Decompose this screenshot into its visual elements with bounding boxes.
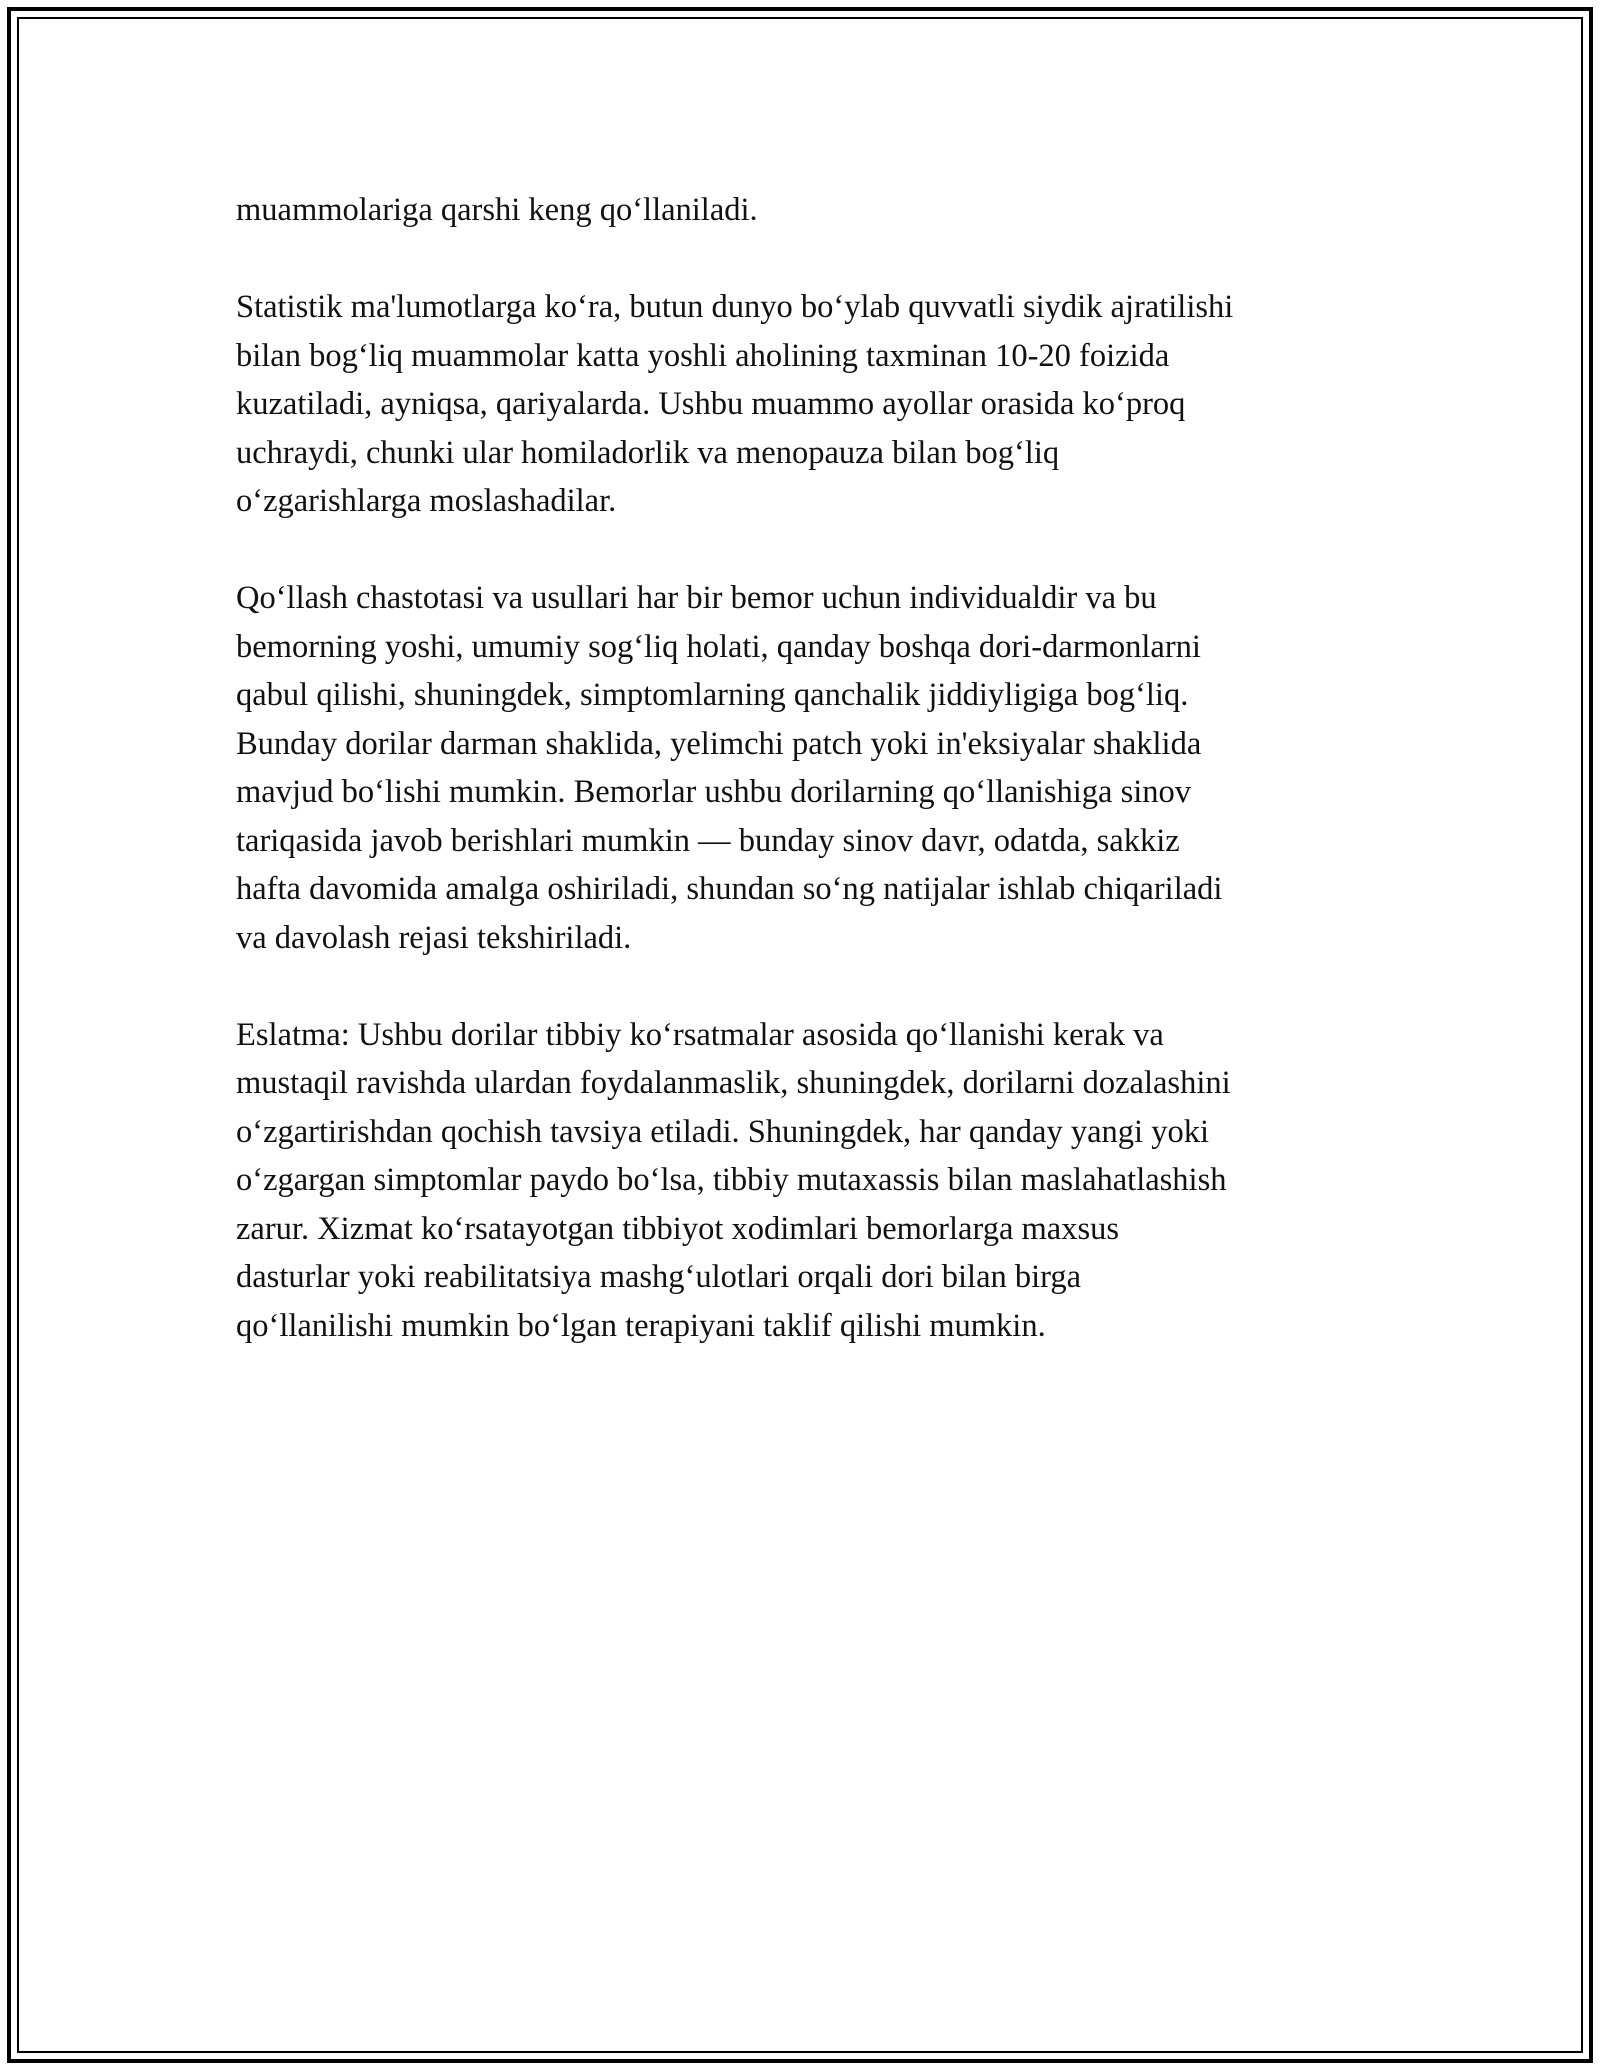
text-line: qo‘llanilishi mumkin bo‘lgan terapiyani taklif qilishi mumkin.: [236, 1307, 1046, 1344]
text-line: kuzatiladi, ayniqsa, qariyalarda. Ushbu muammo ayollar orasida ko‘proq: [236, 386, 1186, 422]
paragraph-continuation: [236, 186, 1376, 235]
text-line: Bunday dorilar darman shaklida, yelimchi patch yoki in'eksiyalar shaklida: [236, 725, 1202, 762]
text-line: mustaqil ravishda ulardan foydalanmaslik, shuningdek, dorilarni dozalashini: [236, 1065, 1231, 1101]
text-line: bemorning yoshi, umumiy sog‘liq holati, qanday boshqa dori-darmonlarni: [236, 628, 1201, 665]
text-line: tariqasida javob berishlari mumkin — bunday sinov davr, odatda, sakkiz: [236, 822, 1180, 859]
text-line: muammolariga qarshi keng qo‘llaniladi.: [236, 192, 758, 228]
text-line: zarur. Xizmat ko‘rsatayotgan tibbiyot xodimlari bemorlarga maxsus: [236, 1210, 1119, 1247]
text-line: o‘zgarishlarga moslashadilar.: [236, 483, 617, 519]
text-line: o‘zgargan simptomlar paydo bo‘lsa, tibbiy mutaxassis bilan maslahatlashish: [236, 1162, 1227, 1198]
paragraph-usage: [236, 574, 1376, 962]
document-body: [236, 186, 1376, 1399]
text-line: dasturlar yoki reabilitatsiya mashg‘ulotlari orqali dori bilan birga: [236, 1259, 1082, 1295]
text-line: o‘zgartirishdan qochish tavsiya etiladi. Shuningdek, har qanday yangi yoki: [236, 1113, 1209, 1150]
text-line: uchraydi, chunki ular homiladorlik va menopauza bilan bog‘liq: [236, 434, 1060, 471]
paragraph-note: [236, 1011, 1376, 1351]
text-line: Statistik ma'lumotlarga ko‘ra, butun dunyo bo‘ylab quvvatli siydik ajratilishi: [236, 289, 1234, 325]
text-line: qabul qilishi, shuningdek, simptomlarning qanchalik jiddiyligiga bog‘liq.: [236, 677, 1189, 713]
text-line: hafta davomida amalga oshiriladi, shundan so‘ng natijalar ishlab chiqariladi: [236, 871, 1223, 907]
text-line: Eslatma: Ushbu dorilar tibbiy ko‘rsatmalar asosida qo‘llanishi kerak va: [236, 1016, 1164, 1053]
text-line: bilan bog‘liq muammolar katta yoshli aholining taxminan 10-20 foizida: [236, 337, 1170, 374]
text-line: mavjud bo‘lishi mumkin. Bemorlar ushbu dorilarning qo‘llanishiga sinov: [236, 774, 1192, 810]
paragraph-statistics: [236, 283, 1376, 526]
text-line: Qo‘llash chastotasi va usullari har bir bemor uchun individualdir va bu: [236, 580, 1157, 616]
text-line: va davolash rejasi tekshiriladi.: [236, 919, 632, 956]
